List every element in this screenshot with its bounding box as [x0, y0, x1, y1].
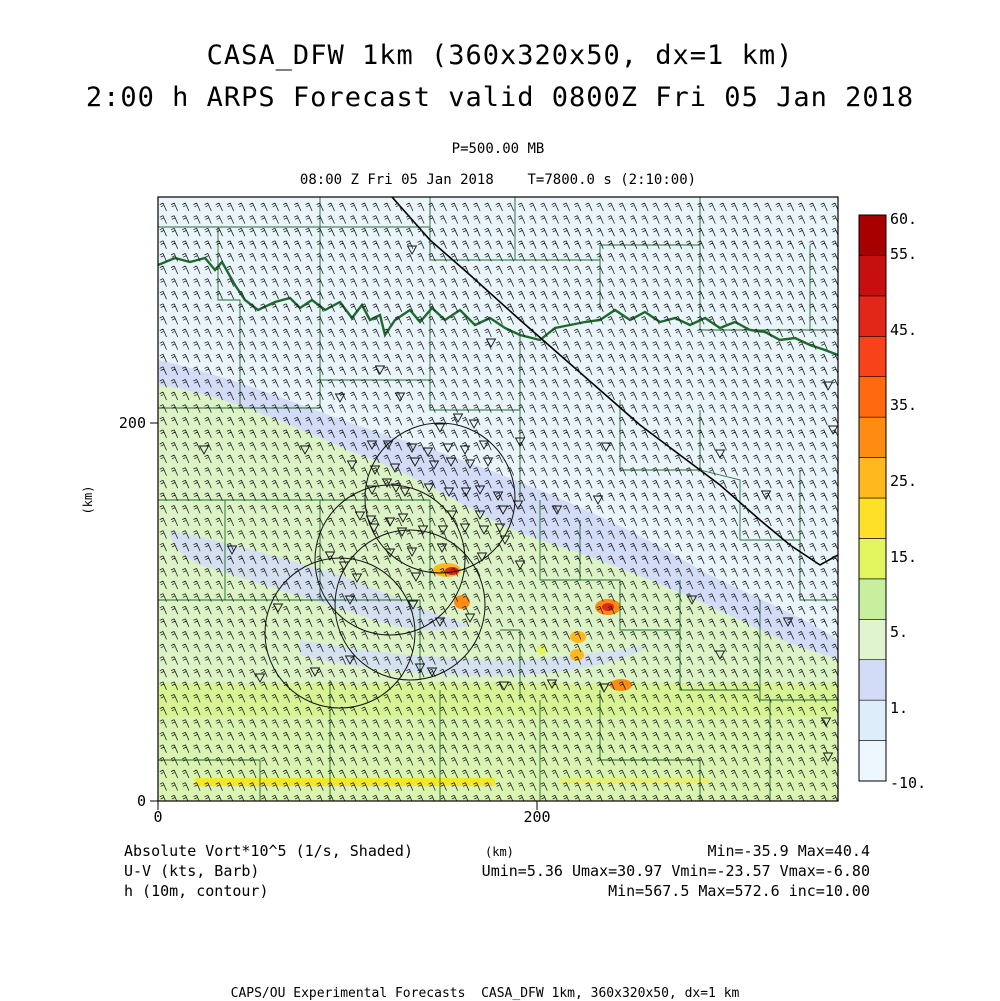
colorbar-swatch [859, 579, 886, 619]
colorbar-label-15: 15. [890, 548, 918, 566]
y-tick-label-0: 0 [136, 792, 146, 810]
pressure-level-label: P=500.00 MB [451, 141, 545, 157]
colorbar-swatch [859, 215, 886, 255]
colorbar-label-neg10: -10. [890, 774, 927, 792]
colorbar-label-60: 60. [890, 210, 918, 228]
colorbar-label-1: 1. [890, 699, 909, 717]
y-axis-label: (km) [81, 485, 95, 515]
x-tick-label-200: 200 [523, 808, 551, 826]
plot-title-line1: CASA_DFW 1km (360x320x50, dx=1 km) [206, 40, 794, 71]
footer-credit: CAPS/OU Experimental Forecasts CASA_DFW 1km, 360x320x50, dx=1 km [230, 986, 740, 1001]
x-tick-label-0: 0 [153, 808, 163, 826]
x-axis-label: (km) [485, 845, 514, 859]
footer-field-height: h (10m, contour) [124, 882, 269, 900]
colorbar-swatch [859, 700, 886, 740]
colorbar-swatch [859, 417, 886, 457]
colorbar-swatch [859, 255, 886, 295]
valid-time-label: 08:00 Z Fri 05 Jan 2018 T=7800.0 s (2:10:00) [299, 172, 697, 188]
colorbar-label-25: 25. [890, 472, 918, 490]
colorbar-swatches [859, 215, 886, 781]
colorbar-label-5: 5. [890, 623, 909, 641]
colorbar-swatch [859, 660, 886, 700]
colorbar-swatch [859, 741, 886, 781]
colorbar-label-35: 35. [890, 396, 918, 414]
colorbar-swatch [859, 619, 886, 659]
footer-field-wind: U-V (kts, Barb) [124, 862, 260, 880]
plot-title-line2: 2:00 h ARPS Forecast valid 0800Z Fri 05 Jan 2018 [85, 82, 915, 113]
y-tick-label-200: 200 [118, 414, 146, 432]
colorbar-swatch [859, 296, 886, 336]
footer-minmax-vorticity: Min=-35.9 Max=40.4 [707, 842, 870, 860]
colorbar-label-55: 55. [890, 245, 918, 263]
footer-field-vorticity: Absolute Vort*10^5 (1/s, Shaded) [124, 842, 413, 860]
footer-minmax-wind: Umin=5.36 Umax=30.97 Vmin=-23.57 Vmax=-6.80 [481, 862, 870, 880]
colorbar-swatch [859, 458, 886, 498]
colorbar-swatch [859, 377, 886, 417]
colorbar-swatch [859, 538, 886, 578]
colorbar-swatch [859, 336, 886, 376]
footer-minmax-height: Min=567.5 Max=572.6 inc=10.00 [608, 882, 870, 900]
colorbar-label-45: 45. [890, 321, 918, 339]
colorbar-swatch [859, 498, 886, 538]
